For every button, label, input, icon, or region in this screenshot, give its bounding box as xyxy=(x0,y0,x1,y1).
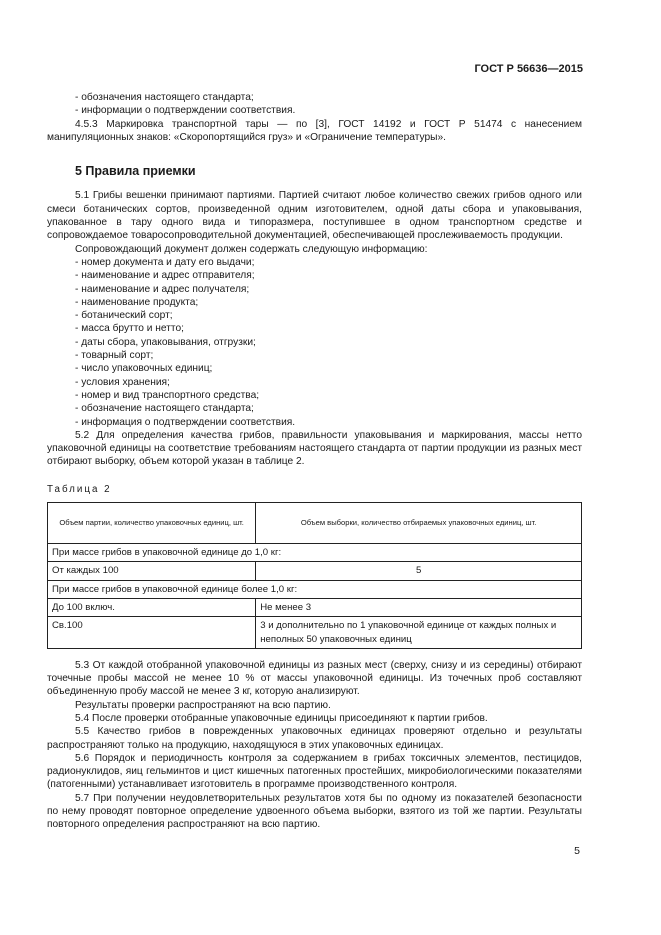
list-item: - условия хранения; xyxy=(75,376,170,388)
list-item: - номер документа и дату его выдачи; xyxy=(75,256,255,268)
table-cell: 5 xyxy=(256,562,582,580)
paragraph-5-4: 5.4 После проверки отобранные упаковочные единицы присоединяют к партии грибов. xyxy=(75,712,488,724)
paragraph-5-6: 5.6 Порядок и периодичность контроля за содержанием в грибах токсичных элементов, пестицидов, радионуклидов, яиц гельминтов и цист кишечных патогенных простейших, микробиологическими показателями (патогенными) устанавливает изготовитель в программе производственного контроля. xyxy=(47,752,582,791)
list-item: - наименование и адрес получателя; xyxy=(75,283,250,295)
paragraph-document: Сопровождающий документ должен содержать следующую информацию: xyxy=(75,243,428,255)
table-row xyxy=(48,544,582,562)
table-cell: 3 и дополнительно по 1 упаковочной единице от каждых полных и неполных 50 упаковочных единиц xyxy=(256,617,582,649)
list-item: - товарный сорт; xyxy=(75,350,154,362)
list-item: - номер и вид транспортного средства; xyxy=(75,389,260,401)
list-item: - обозначение настоящего стандарта; xyxy=(75,403,254,415)
list-item: - масса брутто и нетто; xyxy=(75,323,184,335)
table-header-row xyxy=(48,503,582,544)
table-cell: Св.100 xyxy=(48,617,256,649)
table-header-cell: Объем партии, количество упаковочных единиц, шт. xyxy=(48,503,256,544)
table-cell: Не менее 3 xyxy=(256,598,582,616)
table-group-cell: При массе грибов в упаковочной единице более 1,0 кг: xyxy=(48,580,582,598)
paragraph-5-7: 5.7 При получении неудовлетворительных результатов хотя бы по одному из показателей безопасности по нему проводят повторное определение удвоенного объема выборки, взятого из той же партии. Результаты повторного определения распространяют на всю партию. xyxy=(47,792,582,831)
paragraph-5-2: 5.2 Для определения качества грибов, правильности упаковывания и маркирования, массы нетто упаковочной единицы на соответствие требованиям настоящего стандарта от партии продукции из разных мест отбирают выборку, объем которой указан в таблице 2. xyxy=(47,429,582,468)
table-caption: Таблица 2 xyxy=(47,483,112,495)
section-title: 5 Правила приемки xyxy=(75,164,196,179)
table-row xyxy=(48,580,582,598)
table-row xyxy=(48,598,582,616)
paragraph-5-5: 5.5 Качество грибов в поврежденных упаковочных единицах проверяют отдельно и результаты распространяют только на продукцию, находящуюся в этих упаковочных единицах. xyxy=(47,726,582,751)
table-row xyxy=(48,562,582,580)
list-item: - число упаковочных единиц; xyxy=(75,363,213,375)
list-item: - информация о подтверждении соответствия. xyxy=(75,416,296,428)
list-item: - ботанический сорт; xyxy=(75,310,173,322)
list-item: - обозначения настоящего стандарта; xyxy=(75,92,254,103)
paragraph-results: Результаты проверки распространяют на всю партию. xyxy=(75,699,331,711)
list-item: - наименование продукта; xyxy=(75,296,199,308)
page-number: 5 xyxy=(574,845,580,857)
paragraph-5-3: 5.3 От каждой отобранной упаковочной единицы из разных мест (сверху, снизу и из середины) отбирают точечные пробы массой не менее 10 % от массы упаковочной единицы. Из точечных проб составляют объединенную пробу массой не менее 3 кг, которую анализируют. xyxy=(47,659,582,698)
table-header-cell: Объем выборки, количество отбираемых упаковочных единиц, шт. xyxy=(256,503,582,544)
paragraph-4-5-3: 4.5.3 Маркировка транспортной тары — по [3], ГОСТ 14192 и ГОСТ Р 51474 с нанесением манипуляционных знаков: «Скоропортящийся груз» и «Ограничение температуры». xyxy=(47,118,582,143)
table-cell: До 100 включ. xyxy=(48,598,256,616)
page-content xyxy=(47,91,582,832)
list-item: - информации о подтверждении соответствия. xyxy=(75,105,296,117)
table-row xyxy=(48,617,582,649)
table-cell: От каждых 100 xyxy=(48,562,256,580)
paragraph-5-1: 5.1 Грибы вешенки принимают партиями. Партией считают любое количество свежих грибов одного или смеси ботанических сортов, произведенной одним изготовителем, одной даты сбора и упаковывания, упакованное в тару одного вида и типоразмера, поступившее в одном транспортном средстве и сопровождаемое товаросопроводительной документацией, обеспечивающей прослеживаемость продукции. xyxy=(47,190,582,242)
list-item: - наименование и адрес отправителя; xyxy=(75,270,255,282)
standard-header: ГОСТ Р 56636—2015 xyxy=(474,63,583,75)
sample-size-table xyxy=(47,502,582,649)
table-group-cell: При массе грибов в упаковочной единице до 1,0 кг: xyxy=(48,544,582,562)
spacer xyxy=(47,649,582,659)
list-item: - даты сбора, упаковывания, отгрузки; xyxy=(75,336,256,348)
